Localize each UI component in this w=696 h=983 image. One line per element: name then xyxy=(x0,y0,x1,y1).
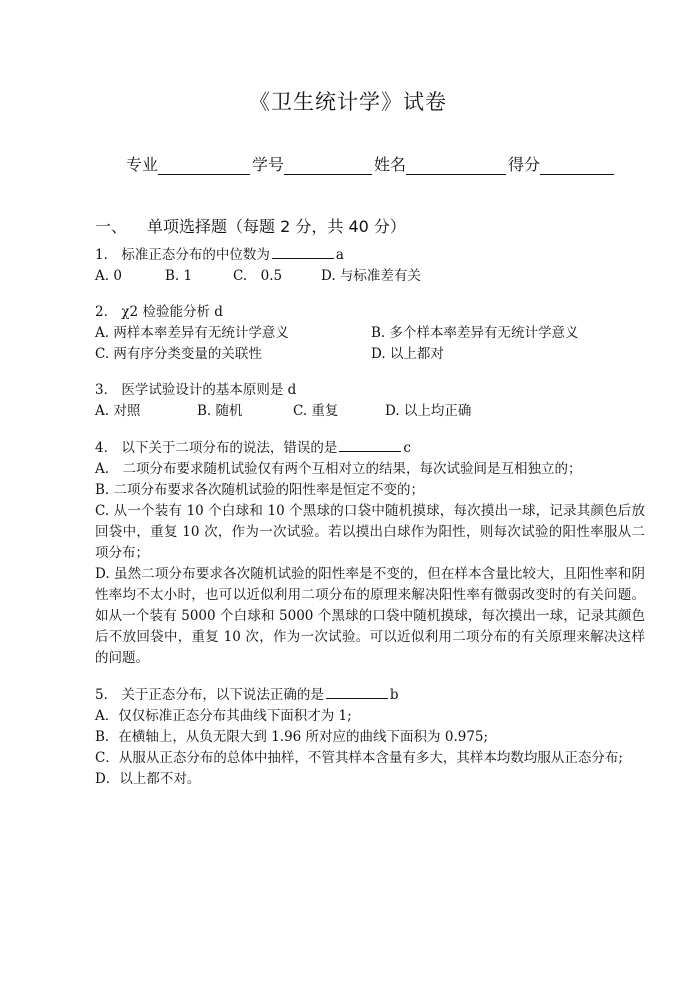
answer-text: c xyxy=(403,440,411,456)
score-blank[interactable] xyxy=(540,156,614,175)
name-label: 姓名 xyxy=(374,155,407,174)
question-stem: 4． 以下关于二项分布的说法，错误的是 xyxy=(95,440,338,456)
student-id-label: 学号 xyxy=(252,155,285,174)
option-b: B. 二项分布要求各次随机试验的阳性率是恒定不变的； xyxy=(95,482,425,498)
option-d: D. 虽然二项分布要求各次随机试验的阳性率是不变的，但在样本含量比较大，且阳性率和阴性率均不太小时，也可以近似利用二项分布的原理来解决阳性率有微弱改变时的有关问题。如从一个装有 5000 个白球和 5000 个黑球的口袋中随机摸球，每次摸出一球，记录其颜色后不放回袋中，重复 10 次，作为一次试验。可以近似利用二项分布的有关原理来解决这样的问题。 xyxy=(95,566,645,666)
score-label: 得分 xyxy=(508,155,541,174)
option-c: C. 两有序分类变量的关联性 xyxy=(95,346,262,362)
question-stem: 3． 医学试验设计的基本原则是 d xyxy=(95,382,297,398)
question-4 xyxy=(95,437,645,669)
major-label: 专业 xyxy=(126,155,159,174)
section-heading xyxy=(95,214,406,237)
answer-blank xyxy=(326,684,388,699)
option-a: A. 0 xyxy=(95,268,122,284)
question-stem: 5． 关于正态分布，以下说法正确的是 xyxy=(95,687,324,703)
question-2 xyxy=(95,302,645,365)
option-c: C. 重复 xyxy=(293,403,339,419)
question-5 xyxy=(95,684,645,790)
section-number: 一、 xyxy=(95,217,128,236)
option-b: B. 多个样本率差异有无统计学意义 xyxy=(371,325,579,341)
question-stem: 1． 标准正态分布的中位数为 xyxy=(95,247,270,263)
student-info-row xyxy=(126,152,616,175)
option-d: D. 与标准差有关 xyxy=(321,268,421,284)
questions xyxy=(95,244,645,805)
option-a: A. 两样本率差异有无统计学意义 xyxy=(95,325,289,341)
question-1 xyxy=(95,244,645,287)
option-b: B．在横轴上，从负无限大到 1.96 所对应的曲线下面积为 0.975; xyxy=(95,729,489,745)
option-c: C. 从一个装有 10 个白球和 10 个黑球的口袋中随机摸球，每次摸出一球，记录其颜色后放回袋中，重复 10 次，作为一次试验。若以摸出白球作为阳性，则每次试验的阳性率服从二项分布； xyxy=(95,503,645,561)
option-c: C. 0.5 xyxy=(233,268,283,284)
student-id-blank[interactable] xyxy=(284,156,372,175)
option-c: C．从服从正态分布的总体中抽样，不管其样本含量有多大，其样本均数均服从正态分布; xyxy=(95,750,623,766)
section-title: 单项选择题（每题 2 分，共 40 分） xyxy=(147,217,406,236)
option-d: D. 以上都对 xyxy=(371,346,444,362)
question-3 xyxy=(95,380,645,422)
answer-blank xyxy=(272,244,334,259)
option-a: A. 二项分布要求随机试验仅有两个互相对立的结果，每次试验间是互相独立的； xyxy=(95,461,582,477)
option-b: B. 1 xyxy=(165,268,193,284)
answer-text: b xyxy=(389,687,399,703)
major-blank[interactable] xyxy=(158,156,250,175)
option-a: A．仅仅标准正态分布其曲线下面积才为 1; xyxy=(95,708,352,724)
answer-blank xyxy=(339,437,401,452)
option-b: B. 随机 xyxy=(197,403,243,419)
option-d: D. 以上均正确 xyxy=(385,403,472,419)
option-d: D．以上都不对。 xyxy=(95,771,201,787)
question-stem: 2． χ2 检验能分析 d xyxy=(95,304,223,320)
name-blank[interactable] xyxy=(406,156,506,175)
option-a: A. 对照 xyxy=(95,403,141,419)
answer-text: a xyxy=(335,247,344,263)
exam-title: 《卫生统计学》试卷 xyxy=(249,90,447,114)
